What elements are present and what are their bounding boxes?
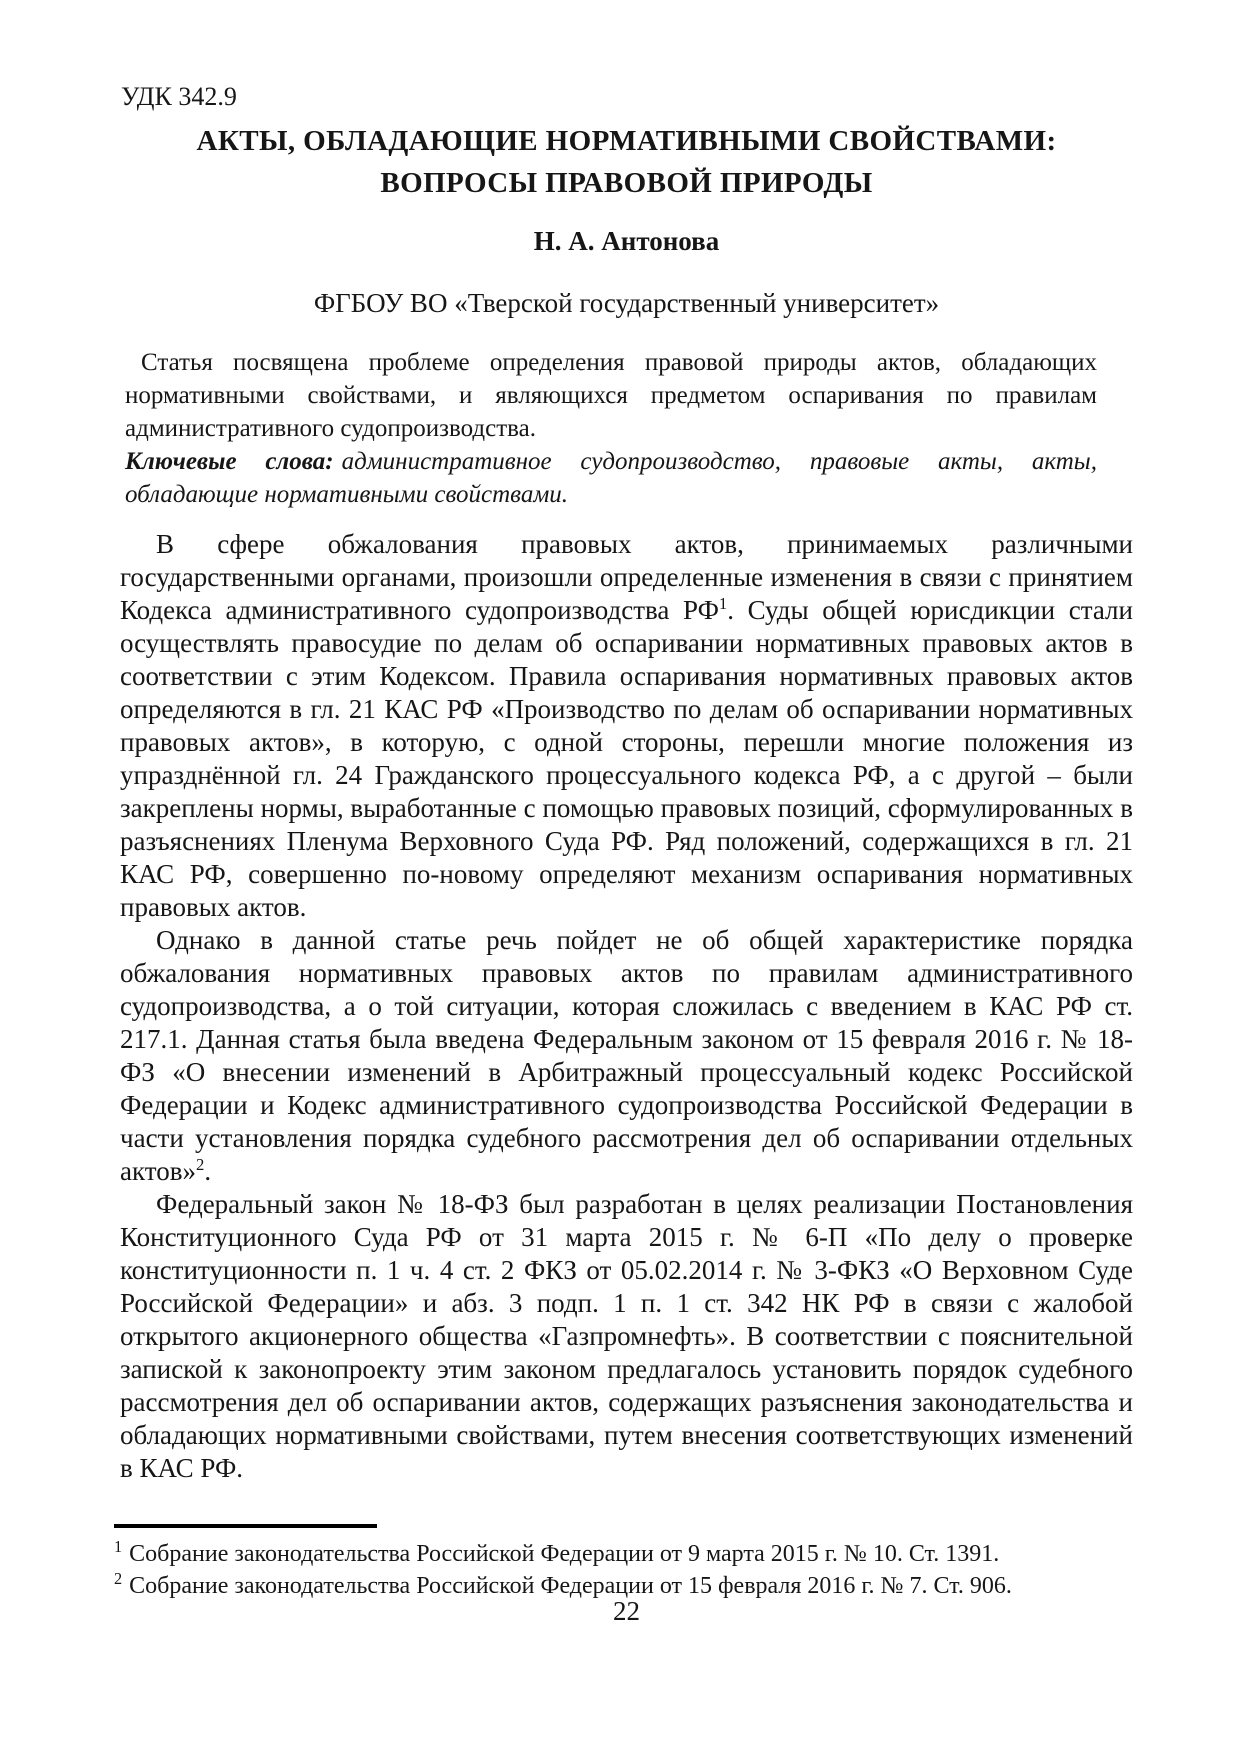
article-title-line1: АКТЫ, ОБЛАДАЮЩИЕ НОРМАТИВНЫМИ СВОЙСТВАМИ: — [196, 125, 1057, 157]
footnote-ref-2: 2 — [195, 1155, 205, 1174]
paragraph-2-text-cont: . — [204, 1156, 212, 1186]
paragraph-2-text: Однако в данной статье речь пойдет не об общей характеристике порядка обжалования нормативных правовых актов по правилам административного судопроизводства, а о той ситуации, которая сложилась с введением в КАС РФ ст. 217.1. Данная статья была введена Федеральным законом от 15 февраля 2016 г. № 18-ФЗ «О внесении изменений в Арбитражный процессуальный кодекс Российской Федерации и Кодекс административного судопроизводства Российской Федерации в части установления порядка судебного рассмотрения дел об оспаривании отдельных актов» — [120, 925, 1133, 1186]
article-title — [120, 120, 1133, 204]
abstract-text: Статья посвящена проблеме определения правовой природы актов, обладающих нормативными свойствами, и являющихся предметом оспаривания по правилам административного судопроизводства. — [125, 349, 1097, 442]
abstract-block — [125, 346, 1097, 511]
author-name: Н. А. Антонова — [533, 226, 720, 256]
footnote-divider — [114, 1524, 377, 1528]
footnote-1 — [114, 1538, 1136, 1570]
footnote-2-marker: 2 — [114, 1569, 123, 1588]
footnote-1-text: Собрание законодательства Российской Федерации от 9 марта 2015 г. № 10. Ст. 1391. — [129, 1541, 1000, 1567]
article-title-line2: ВОПРОСЫ ПРАВОВОЙ ПРИРОДЫ — [380, 167, 873, 199]
footnote-2-text: Собрание законодательства Российской Федерации от 15 февраля 2016 г. № 7. Ст. 906. — [129, 1573, 1012, 1599]
footnotes-block — [114, 1538, 1136, 1602]
keywords-label: Ключевые слова: — [125, 448, 334, 475]
keywords-line — [125, 445, 1097, 511]
keywords-text: административное судопроизводство, правовые акты, акты, обладающие нормативными свойствами. — [125, 448, 1097, 508]
page-number: 22 — [613, 1596, 640, 1626]
body-paragraph-3 — [120, 1188, 1133, 1485]
paragraph-1-text: В сфере обжалования правовых актов, принимаемых различными государственными органами, произошли определенные изменения в связи с принятием Кодекса административного судопроизводства РФ — [120, 529, 1133, 625]
article-body — [120, 528, 1133, 1485]
body-paragraph-1 — [120, 528, 1133, 924]
body-paragraph-2 — [120, 924, 1133, 1188]
footnote-ref-1: 1 — [718, 594, 728, 613]
paragraph-3-text: Федеральный закон № 18-ФЗ был разработан в целях реализации Постановления Конституционного Суда РФ от 31 марта 2015 г. № 6-П «По делу о проверке конституционности п. 1 ч. 4 ст. 2 ФКЗ от 05.02.2014 г. № 3-ФКЗ «О Верховном Суде Российской Федерации» и абз. 3 подп. 1 п. 1 ст. 342 НК РФ в связи с жалобой открытого акционерного общества «Газпромнефть». В соответствии с пояснительной запиской к законопроекту этим законом предлагалось установить порядок судебного рассмотрения дел об оспаривании актов, содержащих разъяснения законодательства и обладающих нормативными свойствами, путем внесения соответствующих изменений в КАС РФ. — [120, 1189, 1133, 1483]
author-affiliation: ФГБОУ ВО «Тверской государственный университет» — [313, 288, 940, 318]
paragraph-1-text-cont: . Суды общей юрисдикции стали осуществлять правосудие по делам об оспаривании нормативных правовых актов в соответствии с этим Кодексом. Правила оспаривания нормативных правовых актов определяются в гл. 21 КАС РФ «Производство по делам об оспаривании нормативных правовых актов», в которую, с одной стороны, перешли многие положения из упразднённой гл. 24 Гражданского процессуального кодекса РФ, а с другой – были закреплены нормы, выработанные с помощью правовых позиций, сформулированных в разъяснениях Пленума Верховного Суда РФ. Ряд положений, содержащихся в гл. 21 КАС РФ, совершенно по-новому определяют механизм оспаривания нормативных правовых актов. — [120, 595, 1133, 922]
udc-code: УДК 342.9 — [121, 82, 237, 111]
footnote-1-marker: 1 — [114, 1537, 123, 1556]
